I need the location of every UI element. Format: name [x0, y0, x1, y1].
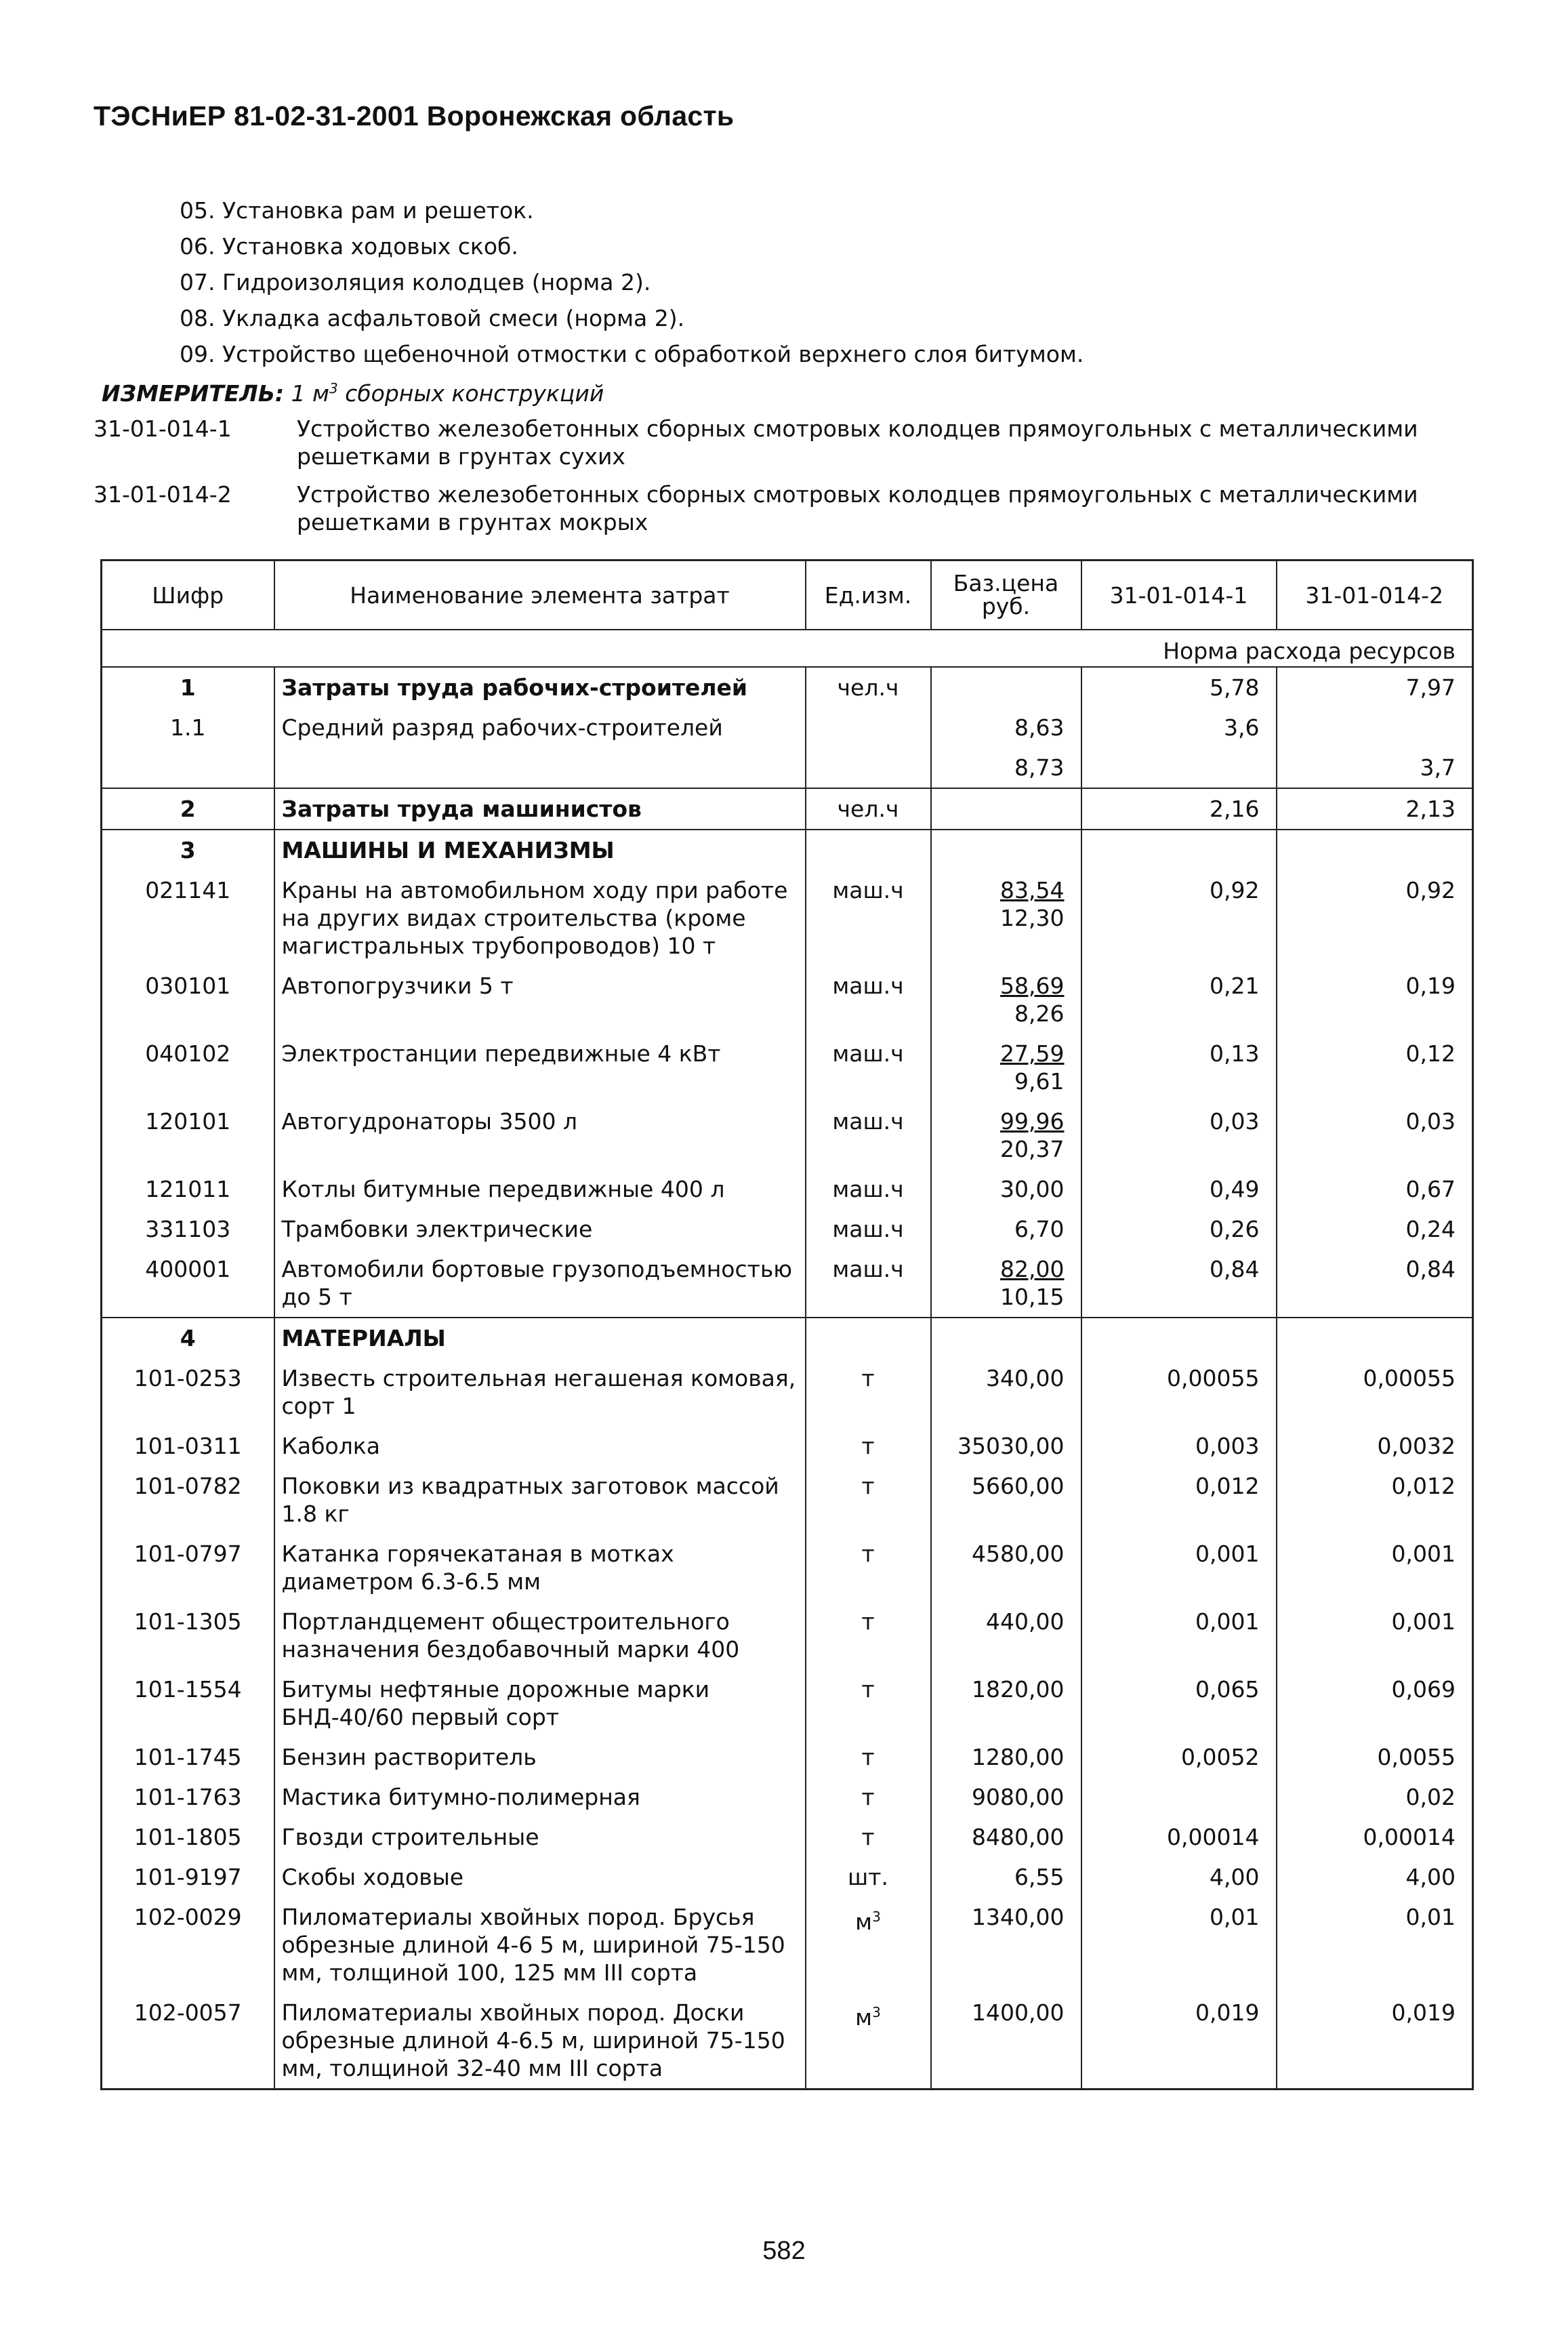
- price-fraction: [1000, 972, 1064, 1027]
- cell-price: [931, 1318, 1081, 1358]
- cell-norm-2: 3,7: [1277, 748, 1473, 788]
- cell-unit: [806, 1209, 931, 1249]
- cell-price: 9080,00: [931, 1777, 1081, 1817]
- unit-text: маш.ч: [832, 973, 904, 999]
- norm-code-text: Устройство железобетонных сборных смотровых колодцев прямоугольных с металлическими решетками в грунтах мокрых: [297, 481, 1418, 535]
- cell-name: Затраты труда рабочих-строителей: [274, 667, 806, 708]
- cell-norm-1: 0,003: [1081, 1426, 1277, 1466]
- cell-name: Автогудронаторы 3500 л: [274, 1101, 806, 1169]
- unit-text: т: [861, 1473, 875, 1499]
- unit-text: т: [861, 1824, 875, 1850]
- table-row: [102, 1857, 1473, 1897]
- norm-label: Норма расхода ресурсов: [102, 630, 1473, 667]
- cell-cipher: 400001: [102, 1249, 274, 1318]
- table-row: [102, 748, 1473, 788]
- cell-cipher: 120101: [102, 1101, 274, 1169]
- cell-norm-1: 5,78: [1081, 667, 1277, 708]
- cell-cipher: 021141: [102, 870, 274, 966]
- cell-norm-1: [1081, 1318, 1277, 1358]
- cell-cipher: 101-0797: [102, 1534, 274, 1602]
- cell-price: 1280,00: [931, 1737, 1081, 1777]
- cell-norm-1: [1081, 748, 1277, 788]
- cell-norm-1: 0,001: [1081, 1602, 1277, 1669]
- cell-price: [931, 1249, 1081, 1318]
- cell-unit: [806, 788, 931, 830]
- table-row: [102, 1669, 1473, 1737]
- cell-norm-2: 0,019: [1277, 1993, 1473, 2090]
- resource-table: [100, 559, 1474, 2090]
- cell-cipher: 3: [102, 830, 274, 870]
- cell-norm-1: 0,21: [1081, 966, 1277, 1034]
- cell-norm-2: 0,00055: [1277, 1358, 1473, 1426]
- operations-list: [180, 192, 1084, 372]
- cell-unit: [806, 1993, 931, 2090]
- cell-price: 340,00: [931, 1358, 1081, 1426]
- table-row: [102, 1817, 1473, 1857]
- price-wage: 12,30: [1000, 905, 1065, 931]
- cell-norm-2: 4,00: [1277, 1857, 1473, 1897]
- meter-value-prefix: 1 м: [291, 380, 329, 407]
- cell-price: [931, 1034, 1081, 1101]
- cell-norm-2: 0,01: [1277, 1897, 1473, 1993]
- header-price-line2: руб.: [981, 593, 1031, 619]
- unit-text: т: [861, 1676, 875, 1703]
- section-row: [102, 1318, 1473, 1358]
- price-wage: 20,37: [1000, 1136, 1065, 1162]
- cell-norm-2: 0,00014: [1277, 1817, 1473, 1857]
- cell-price: [931, 788, 1081, 830]
- cell-name: Катанка горячекатаная в мотках диаметром 6.3-6.5 мм: [274, 1534, 806, 1602]
- cell-name: Затраты труда машинистов: [274, 788, 806, 830]
- table-row: [102, 1209, 1473, 1249]
- cell-norm-1: 0,001: [1081, 1534, 1277, 1602]
- price-total: 27,59: [1000, 1040, 1065, 1067]
- cell-unit: [806, 667, 931, 708]
- price-total: 82,00: [1000, 1256, 1065, 1282]
- unit-text: чел.ч: [837, 674, 899, 701]
- table-row: [102, 1249, 1473, 1318]
- cell-unit: [806, 1169, 931, 1209]
- table-row: [102, 788, 1473, 830]
- cell-name: Краны на автомобильном ходу при работе на других видах строительства (кроме магистральных трубопроводов) 10 т: [274, 870, 806, 966]
- cell-norm-2: 0,03: [1277, 1101, 1473, 1169]
- cell-name: Известь строительная негашеная комовая, сорт 1: [274, 1358, 806, 1426]
- cell-name: Поковки из квадратных заготовок массой 1.8 кг: [274, 1466, 806, 1534]
- cell-cipher: 2: [102, 788, 274, 830]
- cell-norm-2: 0,0055: [1277, 1737, 1473, 1777]
- header-price: [931, 561, 1081, 630]
- cell-norm-1: 0,0052: [1081, 1737, 1277, 1777]
- cell-norm-2: 0,001: [1277, 1534, 1473, 1602]
- cell-unit: [806, 708, 931, 748]
- cell-price: 8,63: [931, 708, 1081, 748]
- table-row: [102, 1897, 1473, 1993]
- cell-norm-1: 0,03: [1081, 1101, 1277, 1169]
- cell-cipher: 101-1805: [102, 1817, 274, 1857]
- cell-unit: [806, 1034, 931, 1101]
- cell-unit: [806, 1358, 931, 1426]
- cell-norm-1: 0,065: [1081, 1669, 1277, 1737]
- operation-item: 06. Установка ходовых скоб.: [180, 233, 518, 260]
- cell-unit: [806, 1318, 931, 1358]
- cell-norm-2: 7,97: [1277, 667, 1473, 708]
- header-norm-1: 31-01-014-1: [1081, 561, 1277, 630]
- norm-code-row: [94, 415, 1483, 470]
- header-cipher: Шифр: [102, 561, 274, 630]
- norm-code-text: Устройство железобетонных сборных смотровых колодцев прямоугольных с металлическими решетками в грунтах сухих: [297, 415, 1418, 470]
- cell-unit: [806, 966, 931, 1034]
- price-fraction: [1000, 876, 1064, 932]
- cell-norm-1: 0,00055: [1081, 1358, 1277, 1426]
- cell-unit: [806, 1669, 931, 1737]
- price-wage: 8,26: [1014, 1000, 1065, 1027]
- table-row: [102, 1426, 1473, 1466]
- cell-unit: [806, 1737, 931, 1777]
- unit-text: т: [861, 1784, 875, 1810]
- cell-name: Средний разряд рабочих-строителей: [274, 708, 806, 748]
- cell-cipher: 101-9197: [102, 1857, 274, 1897]
- cell-name: Мастика битумно-полимерная: [274, 1777, 806, 1817]
- unit-sup: 3: [872, 2004, 881, 2020]
- cell-norm-2: 0,012: [1277, 1466, 1473, 1534]
- table-row: [102, 1034, 1473, 1101]
- table-row: [102, 1358, 1473, 1426]
- cell-cipher: 102-0057: [102, 1993, 274, 2090]
- unit-sup: 3: [872, 1909, 881, 1925]
- cell-price: 8480,00: [931, 1817, 1081, 1857]
- cell-name: Трамбовки электрические: [274, 1209, 806, 1249]
- cell-cipher: 4: [102, 1318, 274, 1358]
- cell-cipher: 040102: [102, 1034, 274, 1101]
- table-row: [102, 870, 1473, 966]
- price-fraction: [1000, 1255, 1064, 1311]
- table-row: [102, 1777, 1473, 1817]
- cell-norm-1: 4,00: [1081, 1857, 1277, 1897]
- price-fraction: [1000, 1107, 1064, 1163]
- page-number: 582: [762, 2237, 806, 2265]
- unit-text: т: [861, 1433, 875, 1459]
- cell-norm-2: 0,84: [1277, 1249, 1473, 1318]
- cell-unit: [806, 1466, 931, 1534]
- table-row: [102, 1534, 1473, 1602]
- norm-code: 31-01-014-2: [94, 481, 232, 508]
- cell-cipher: 1.1: [102, 708, 274, 748]
- cell-price: [931, 1101, 1081, 1169]
- header-unit: Ед.изм.: [806, 561, 931, 630]
- header-price-line1: Баз.цена: [953, 570, 1059, 596]
- cell-name: Битумы нефтяные дорожные марки БНД-40/60 первый сорт: [274, 1669, 806, 1737]
- cell-unit: [806, 1101, 931, 1169]
- header-norm-2: 31-01-014-2: [1277, 561, 1473, 630]
- cell-norm-1: 0,01: [1081, 1897, 1277, 1993]
- table-row: [102, 1737, 1473, 1777]
- cell-name: Портландцемент общестроительного назначения бездобавочный марки 400: [274, 1602, 806, 1669]
- cell-norm-1: 0,00014: [1081, 1817, 1277, 1857]
- cell-norm-2: 0,0032: [1277, 1426, 1473, 1466]
- cell-price: [931, 667, 1081, 708]
- norm-code: 31-01-014-1: [94, 415, 232, 442]
- cell-cipher: 102-0029: [102, 1897, 274, 1993]
- cell-norm-1: 0,92: [1081, 870, 1277, 966]
- cell-cipher: 101-1763: [102, 1777, 274, 1817]
- cell-norm-2: 0,02: [1277, 1777, 1473, 1817]
- cell-unit: [806, 830, 931, 870]
- cell-price: [931, 870, 1081, 966]
- cell-unit: [806, 1817, 931, 1857]
- cell-price: 4580,00: [931, 1534, 1081, 1602]
- unit-text: т: [861, 1541, 875, 1567]
- table-header-row: [102, 561, 1473, 630]
- cell-price: 440,00: [931, 1602, 1081, 1669]
- cell-price: 5660,00: [931, 1466, 1081, 1534]
- table-row: [102, 1993, 1473, 2090]
- unit-text: маш.ч: [832, 1040, 904, 1067]
- cell-price: 35030,00: [931, 1426, 1081, 1466]
- cell-norm-1: 0,84: [1081, 1249, 1277, 1318]
- cell-norm-2: 0,069: [1277, 1669, 1473, 1737]
- meter-line: [102, 380, 604, 407]
- table-row: [102, 667, 1473, 708]
- cell-cipher: 121011: [102, 1169, 274, 1209]
- cell-name: МАТЕРИАЛЫ: [274, 1318, 806, 1358]
- cell-norm-2: 0,92: [1277, 870, 1473, 966]
- cell-name: Пиломатериалы хвойных пород. Брусья обрезные длиной 4-6 5 м, шириной 75-150 мм, толщиной 100, 125 мм III сорта: [274, 1897, 806, 1993]
- cell-norm-2: [1277, 708, 1473, 748]
- cell-cipher: 101-0253: [102, 1358, 274, 1426]
- unit-text: т: [861, 1744, 875, 1770]
- operation-item: 05. Установка рам и решеток.: [180, 197, 534, 224]
- cell-norm-1: 0,26: [1081, 1209, 1277, 1249]
- table-row: [102, 708, 1473, 748]
- cell-norm-2: [1277, 830, 1473, 870]
- meter-label: ИЗМЕРИТЕЛЬ:: [102, 380, 285, 407]
- unit-text: маш.ч: [832, 877, 904, 903]
- cell-norm-2: [1277, 1318, 1473, 1358]
- section-row: [102, 830, 1473, 870]
- unit-text: т: [861, 1365, 875, 1391]
- cell-unit: [806, 1777, 931, 1817]
- cell-cipher: [102, 748, 274, 788]
- cell-unit: [806, 1897, 931, 1993]
- cell-norm-2: 0,001: [1277, 1602, 1473, 1669]
- operation-item: 08. Укладка асфальтовой смеси (норма 2).: [180, 305, 685, 331]
- cell-cipher: 101-1305: [102, 1602, 274, 1669]
- cell-unit: [806, 1534, 931, 1602]
- cell-price: 1400,00: [931, 1993, 1081, 2090]
- cell-norm-2: 0,24: [1277, 1209, 1473, 1249]
- cell-norm-1: 0,13: [1081, 1034, 1277, 1101]
- cell-price: 30,00: [931, 1169, 1081, 1209]
- norm-code-row: [94, 481, 1483, 536]
- cell-norm-1: [1081, 1777, 1277, 1817]
- header-name: Наименование элемента затрат: [274, 561, 806, 630]
- cell-price: 6,55: [931, 1857, 1081, 1897]
- cell-unit: [806, 1426, 931, 1466]
- cell-name: Автопогрузчики 5 т: [274, 966, 806, 1034]
- table-row: [102, 1169, 1473, 1209]
- table-row: [102, 1101, 1473, 1169]
- cell-cipher: 030101: [102, 966, 274, 1034]
- cell-norm-1: 2,16: [1081, 788, 1277, 830]
- unit-text: маш.ч: [832, 1176, 904, 1202]
- price-fraction: [1000, 1040, 1064, 1095]
- cell-price: 1820,00: [931, 1669, 1081, 1737]
- norm-codes: [94, 415, 1483, 546]
- cell-price: 6,70: [931, 1209, 1081, 1249]
- page-title: ТЭСНиЕР 81-02-31-2001 Воронежская область: [94, 100, 735, 131]
- cell-norm-1: 0,019: [1081, 1993, 1277, 2090]
- cell-price: [931, 830, 1081, 870]
- cell-norm-2: 0,67: [1277, 1169, 1473, 1209]
- cell-unit: [806, 1602, 931, 1669]
- unit-text: чел.ч: [837, 796, 899, 822]
- price-total: 83,54: [1000, 877, 1065, 903]
- table-row: [102, 1602, 1473, 1669]
- cell-norm-2: 0,19: [1277, 966, 1473, 1034]
- cell-unit: [806, 748, 931, 788]
- cell-cipher: 101-0311: [102, 1426, 274, 1466]
- cell-norm-1: 3,6: [1081, 708, 1277, 748]
- table-row: [102, 966, 1473, 1034]
- cell-price: 1340,00: [931, 1897, 1081, 1993]
- price-total: 58,69: [1000, 973, 1065, 999]
- cell-name: Гвозди строительные: [274, 1817, 806, 1857]
- cell-norm-2: 2,13: [1277, 788, 1473, 830]
- cell-cipher: 1: [102, 667, 274, 708]
- unit-text: т: [861, 1608, 875, 1635]
- cell-norm-1: 0,012: [1081, 1466, 1277, 1534]
- cell-name: [274, 748, 806, 788]
- cell-cipher: 331103: [102, 1209, 274, 1249]
- cell-name: Котлы битумные передвижные 400 л: [274, 1169, 806, 1209]
- cell-unit: [806, 1857, 931, 1897]
- price-total: 99,96: [1000, 1108, 1065, 1135]
- operation-item: 09. Устройство щебеночной отмостки с обработкой верхнего слоя битумом.: [180, 341, 1084, 367]
- operation-item: 07. Гидроизоляция колодцев (норма 2).: [180, 269, 651, 296]
- cell-price: 8,73: [931, 748, 1081, 788]
- cell-name: Скобы ходовые: [274, 1857, 806, 1897]
- price-wage: 9,61: [1014, 1068, 1065, 1095]
- cell-norm-1: [1081, 830, 1277, 870]
- unit-text: маш.ч: [832, 1108, 904, 1135]
- table-row: [102, 1466, 1473, 1534]
- cell-name: Автомобили бортовые грузоподъемностью до 5 т: [274, 1249, 806, 1318]
- cell-unit: [806, 1249, 931, 1318]
- unit-text: маш.ч: [832, 1216, 904, 1242]
- cell-price: [931, 966, 1081, 1034]
- cell-norm-1: 0,49: [1081, 1169, 1277, 1209]
- cell-cipher: 101-1745: [102, 1737, 274, 1777]
- cell-name: Каболка: [274, 1426, 806, 1466]
- cell-name: Пиломатериалы хвойных пород. Доски обрезные длиной 4-6.5 м, шириной 75-150 мм, толщиной 32-40 мм III сорта: [274, 1993, 806, 2090]
- cell-name: Бензин растворитель: [274, 1737, 806, 1777]
- cell-unit: [806, 870, 931, 966]
- norm-label-row: [102, 630, 1473, 667]
- cell-name: Электростанции передвижные 4 кВт: [274, 1034, 806, 1101]
- meter-value-suffix: сборных конструкций: [337, 380, 604, 407]
- cell-cipher: 101-1554: [102, 1669, 274, 1737]
- meter-value-sup: 3: [329, 380, 338, 396]
- price-wage: 10,15: [1000, 1284, 1065, 1310]
- cell-name: МАШИНЫ И МЕХАНИЗМЫ: [274, 830, 806, 870]
- cell-norm-2: 0,12: [1277, 1034, 1473, 1101]
- unit-text: м: [855, 2004, 873, 2031]
- unit-text: маш.ч: [832, 1256, 904, 1282]
- unit-text: шт.: [848, 1864, 888, 1890]
- cell-cipher: 101-0782: [102, 1466, 274, 1534]
- unit-text: м: [855, 1909, 873, 1935]
